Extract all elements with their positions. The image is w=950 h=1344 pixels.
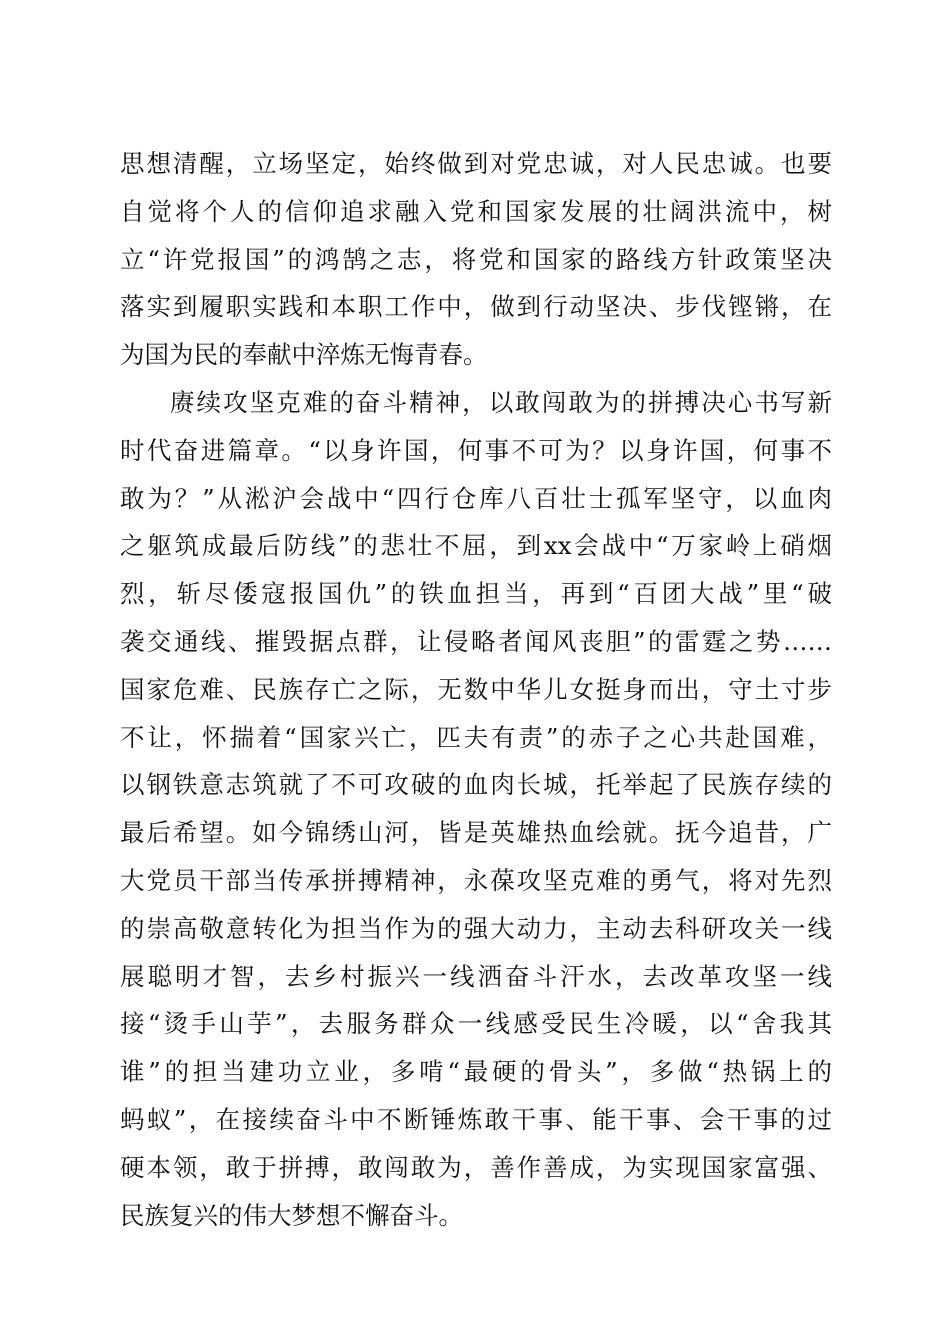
- text-line: 蚂蚁”，在接续奋斗中不断锤炼敢干事、能干事、会干事的过: [120, 1104, 832, 1134]
- text-line: 立“许党报国”的鸿鹄之志，将党和国家的路线方针政策坚决: [120, 244, 832, 274]
- text-line: 烈，斩尽倭寇报国仇”的铁血担当，再到“百团大战”里“破: [120, 579, 832, 609]
- text-line: 自觉将个人的信仰追求融入党和国家发展的壮阔洪流中，树: [120, 196, 832, 226]
- text-line: 赓续攻坚克难的奋斗精神，以敢闯敢为的拼搏决心书写新: [170, 387, 832, 417]
- text-line: 展聪明才智，去乡村振兴一线洒奋斗汗水，去改革攻坚一线: [120, 961, 832, 991]
- text-line: 民族复兴的伟大梦想不懈奋斗。: [120, 1200, 463, 1230]
- text-line: 以钢铁意志筑就了不可攻破的血肉长城，托举起了民族存续的: [120, 770, 832, 800]
- text-line: 接“烫手山芋”，去服务群众一线感受民生冷暖，以“舍我其: [120, 1009, 832, 1039]
- paragraph-2: [120, 379, 832, 1239]
- text-line: 最后希望。如今锦绣山河，皆是英雄热血绘就。抚今追昔，广: [120, 818, 832, 848]
- text-line: 硬本领，敢于拼搏，敢闯敢为，善作善成，为实现国家富强、: [120, 1152, 832, 1182]
- paragraph-1: [120, 140, 832, 379]
- text-line: 时代奋进篇章。“以身许国，何事不可为？以身许国，何事不: [120, 435, 832, 465]
- text-line: 不让，怀揣着“国家兴亡，匹夫有责”的赤子之心共赴国难，: [120, 722, 832, 752]
- text-line: 思想清醒，立场坚定，始终做到对党忠诚，对人民忠诚。也要: [120, 149, 832, 178]
- text-line: 谁”的担当建功立业，多啃“最硬的骨头”，多做“热锅上的: [120, 1057, 832, 1087]
- document-body: [120, 140, 832, 1239]
- text-line: 之躯筑成最后防线”的悲壮不屈，到xx会战中“万家岭上硝烟: [120, 531, 832, 561]
- text-line: 袭交通线、摧毁据点群，让侵略者闻风丧胆”的雷霆之势……: [120, 626, 832, 656]
- text-line: 落实到履职实践和本职工作中，做到行动坚决、步伐铿锵，在: [120, 292, 832, 322]
- text-line: 为国为民的奉献中淬炼无悔青春。: [120, 340, 488, 370]
- text-line: 大党员干部当传承拼搏精神，永葆攻坚克难的勇气，将对先烈: [120, 865, 832, 895]
- text-line: 的崇高敬意转化为担当作为的强大动力，主动去科研攻关一线: [120, 913, 832, 943]
- text-line: 国家危难、民族存亡之际，无数中华儿女挺身而出，守土寸步: [120, 674, 832, 704]
- text-line: 敢为？”从淞沪会战中“四行仓库八百壮士孤军坚守，以血肉: [120, 483, 832, 513]
